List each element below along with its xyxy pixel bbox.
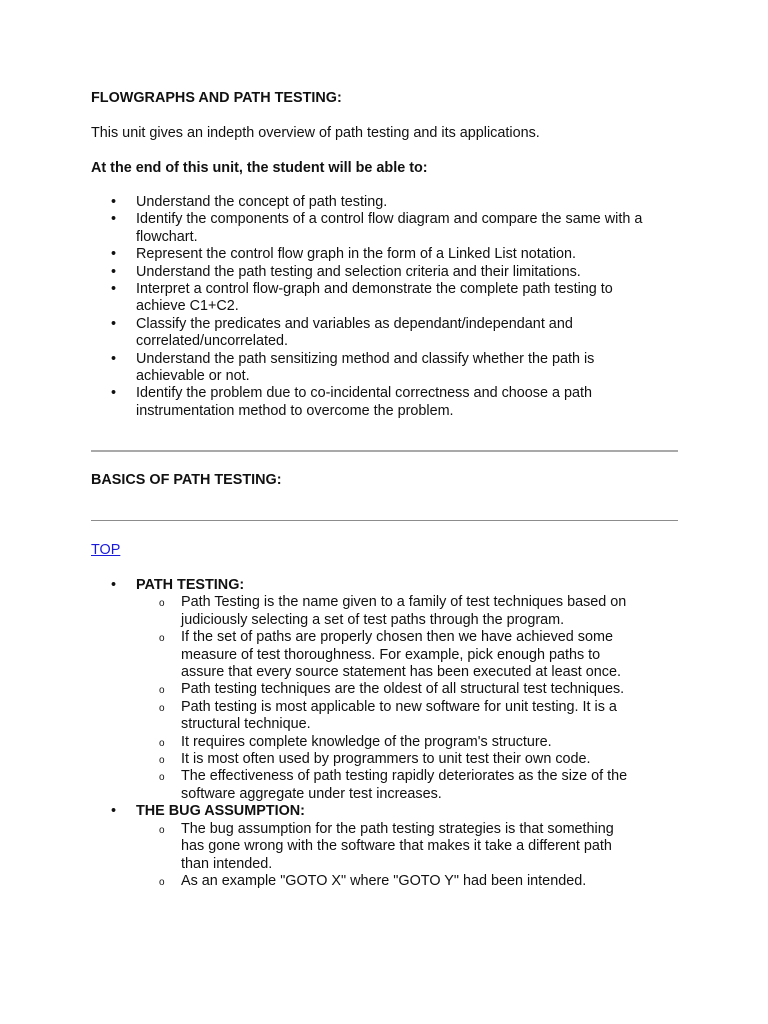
sub-item-text: If the set of paths are properly chosen then we have achieved some measure of test thoroughness. For example, pick enough paths to assure that every source statement has been executed at least once. xyxy=(181,629,621,681)
list-item xyxy=(91,281,651,316)
list-item xyxy=(91,316,651,351)
sub-item-text: It is most often used by programmers to unit test their own code. xyxy=(181,751,591,768)
list-item xyxy=(136,734,631,751)
circle-bullet-icon: o xyxy=(159,772,165,784)
sub-item-text: The effectiveness of path testing rapidly deteriorates as the size of the software aggregate under test increases. xyxy=(181,768,628,802)
list-item xyxy=(136,681,631,698)
section-item xyxy=(91,803,681,890)
section-sublist xyxy=(136,594,631,803)
top-link[interactable]: TOP xyxy=(91,542,121,558)
list-item xyxy=(91,211,651,246)
list-item xyxy=(91,351,651,386)
objectives-heading: At the end of this unit, the student will be able to: xyxy=(91,160,428,176)
sub-item-text: It requires complete knowledge of the program's structure. xyxy=(181,733,552,750)
list-item xyxy=(136,768,631,803)
bullet-icon: • xyxy=(111,281,117,298)
objective-text: Identify the problem due to co-incidental correctness and choose a path instrumentation method to overcome the problem. xyxy=(136,385,592,419)
objective-text: Classify the predicates and variables as dependant/independant and correlated/uncorrelated. xyxy=(136,315,573,350)
list-item xyxy=(91,385,651,420)
section-heading: THE BUG ASSUMPTION: xyxy=(136,803,305,820)
list-item xyxy=(136,821,631,873)
bullet-icon: • xyxy=(111,194,117,210)
bullet-icon: • xyxy=(111,803,117,820)
circle-bullet-icon: o xyxy=(159,685,165,697)
bullet-icon: • xyxy=(111,350,117,367)
circle-bullet-icon: o xyxy=(159,824,165,836)
circle-bullet-icon: o xyxy=(159,876,165,888)
sub-item-text: As an example "GOTO X" where "GOTO Y" had been intended. xyxy=(181,872,587,889)
section-sublist xyxy=(136,821,631,891)
sub-item-text: Path Testing is the name given to a family of test techniques based on judiciously selecting a set of test paths through the program. xyxy=(181,594,627,628)
objective-text: Interpret a control flow-graph and demonstrate the complete path testing to achieve C1+C2. xyxy=(136,281,613,315)
circle-bullet-icon: o xyxy=(159,702,165,714)
basics-heading: BASICS OF PATH TESTING: xyxy=(91,472,282,488)
list-item xyxy=(136,629,631,681)
objective-text: Understand the path sensitizing method and classify whether the path is achievable or not. xyxy=(136,350,595,385)
intro-text: This unit gives an indepth overview of path testing and its applications. xyxy=(91,125,540,141)
bullet-icon: • xyxy=(111,315,117,332)
sections-list xyxy=(91,577,681,890)
section-item xyxy=(91,577,681,803)
circle-bullet-icon: o xyxy=(159,755,165,767)
list-item xyxy=(136,873,631,890)
list-item xyxy=(136,699,631,734)
list-item xyxy=(91,264,651,281)
objective-text: Identify the components of a control flow diagram and compare the same with a flowchart. xyxy=(136,211,643,245)
sub-item-text: The bug assumption for the path testing strategies is that something has gone wrong with the software that makes it take a different path than intended. xyxy=(181,820,614,872)
horizontal-divider xyxy=(91,450,678,452)
page-title: FLOWGRAPHS AND PATH TESTING: xyxy=(91,90,342,106)
bullet-icon: • xyxy=(111,385,117,402)
list-item xyxy=(91,194,651,211)
bullet-icon: • xyxy=(111,211,117,228)
list-item xyxy=(136,594,631,629)
objective-text: Represent the control flow graph in the form of a Linked List notation. xyxy=(136,246,576,263)
circle-bullet-icon: o xyxy=(159,598,165,610)
bullet-icon: • xyxy=(111,263,117,280)
circle-bullet-icon: o xyxy=(159,633,165,645)
list-item xyxy=(136,751,631,768)
circle-bullet-icon: o xyxy=(159,737,165,749)
bullet-icon: • xyxy=(111,577,117,593)
sub-item-text: Path testing techniques are the oldest of all structural test techniques. xyxy=(181,681,625,698)
list-item xyxy=(91,246,651,263)
horizontal-divider xyxy=(91,520,678,521)
objectives-list xyxy=(91,194,651,420)
objective-text: Understand the path testing and selection criteria and their limitations. xyxy=(136,263,581,280)
sub-item-text: Path testing is most applicable to new software for unit testing. It is a structural technique. xyxy=(181,698,617,733)
section-heading: PATH TESTING: xyxy=(136,577,245,593)
objective-text: Understand the concept of path testing. xyxy=(136,194,388,210)
bullet-icon: • xyxy=(111,246,117,263)
